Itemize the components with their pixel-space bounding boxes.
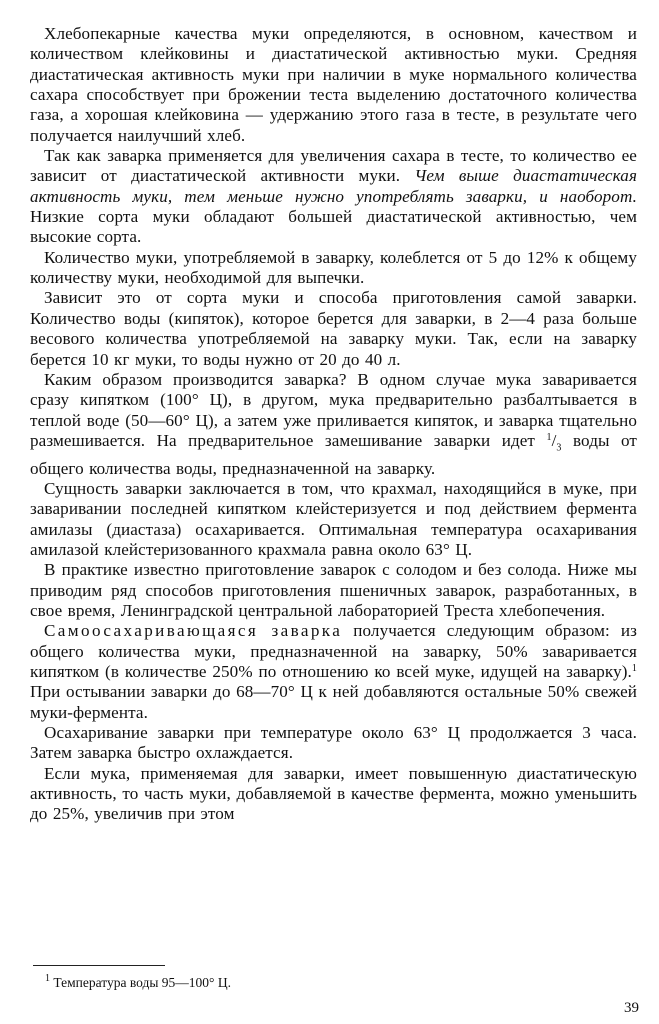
page-number: 39 — [624, 1000, 639, 1016]
italic-emphasis: Чем выше диастатическая активность муки, тем меньше нужно употреблять заварки, и наоборот. — [30, 166, 637, 206]
spaced-heading: Самоосахаривающаяся заварка — [44, 621, 343, 641]
footnote-text: Температура воды 95—100° Ц. — [53, 975, 231, 990]
fraction: $^1/_3$ — [546, 430, 562, 454]
text-run: получается следующим образом: из общего количества муки, предназначенной на заварку, 50% заваривается кипятком (в количестве 250% по отношению ко всей муке, идущей на заварку). — [30, 621, 637, 682]
paragraph-high-activity: Если мука, применяемая для заварки, имеет повышенную диастатическую активность, то часть муки, добавляемой в качестве фермента, можно уменьшить до 25%, увеличив при этом — [30, 763, 637, 824]
fraction-denominator: 3 — [556, 442, 562, 454]
paragraph-diastatic-activity — [30, 146, 637, 248]
paragraph-water-quantity: Зависит это от сорта муки и способа приготовления самой заварки. Количество воды (кипяток), которое берется для заварки, в 2—4 раза больше весового количества употребляемой на заварку муки. Так, если на заварку берется 10 кг муки, то воды нужно от 20 до 40 л. — [30, 288, 637, 369]
paragraph-essence: Сущность заварки заключается в том, что крахмал, находящийся в муке, при заваривании последней кипятком клейстеризуется и под действием фермента амилазы (диастаза) осахаривается. Оптимальная температура осахаривания амилазой клейстеризованного крахмала равна около 63° Ц. — [30, 478, 637, 559]
footnote — [45, 975, 231, 991]
text-run: Так как заварка применяется для увеличения сахара в тесте, то количество ее зависит от диастатической активности муки. — [30, 146, 637, 186]
paragraph-practice: В практике известно приготовление заварок с солодом и без солода. Ниже мы приводим ряд способов приготовления пшеничных заварок, разработанных, в свое время, Ленинградской центральной лабораторией Треста хлебопечения. — [30, 560, 637, 621]
paragraph-baking-qualities: Хлебопекарные качества муки определяются, в основном, качеством и количеством клейковины и диастатической активностью муки. Средняя диастатическая активность муки при наличии в муке нормального количества сахара способствует при брожении теста выделению достаточного количества газа, а хорошая клейковина — удержанию этого газа в тесте, в результате чего получается наилучший хлеб. — [30, 24, 637, 145]
text-run: Низкие сорта муки обладают большей диастатической активностью, чем высокие сорта. — [30, 207, 637, 247]
footnote-divider — [33, 965, 165, 966]
paragraph-flour-quantity: Количество муки, употребляемой в заварку, колеблется от 5 до 12% к общему количеству муки, необходимой для выпечки. — [30, 247, 637, 288]
text-run: Каким образом производится заварка? В одном случае мука заваривается сразу кипятком (100° Ц), в другом, мука предварительно разбалтывается в теплой воде (50—60° Ц), а затем уже приливается кипяток, и заварка тщательно размешивается. На предварительное замешивание заварки идет — [30, 369, 637, 450]
paragraph-self-saccharifying — [30, 621, 637, 723]
paragraph-brewing-method — [30, 370, 637, 479]
text-run: При остывании заварки до 68—70° Ц к ней добавляются остальные 50% свежей муки-фермента. — [30, 682, 637, 722]
footnote-reference: 1 — [631, 663, 637, 675]
paragraph-saccharification: Осахаривание заварки при температуре около 63° Ц продолжается 3 часа. Затем заварка быстро охлаждается. — [30, 723, 637, 763]
fraction-numerator: 1 — [546, 431, 552, 443]
text-run: воды от общего количества воды, предназначенной на заварку. — [30, 430, 638, 478]
footnote-mark: 1 — [45, 973, 50, 984]
